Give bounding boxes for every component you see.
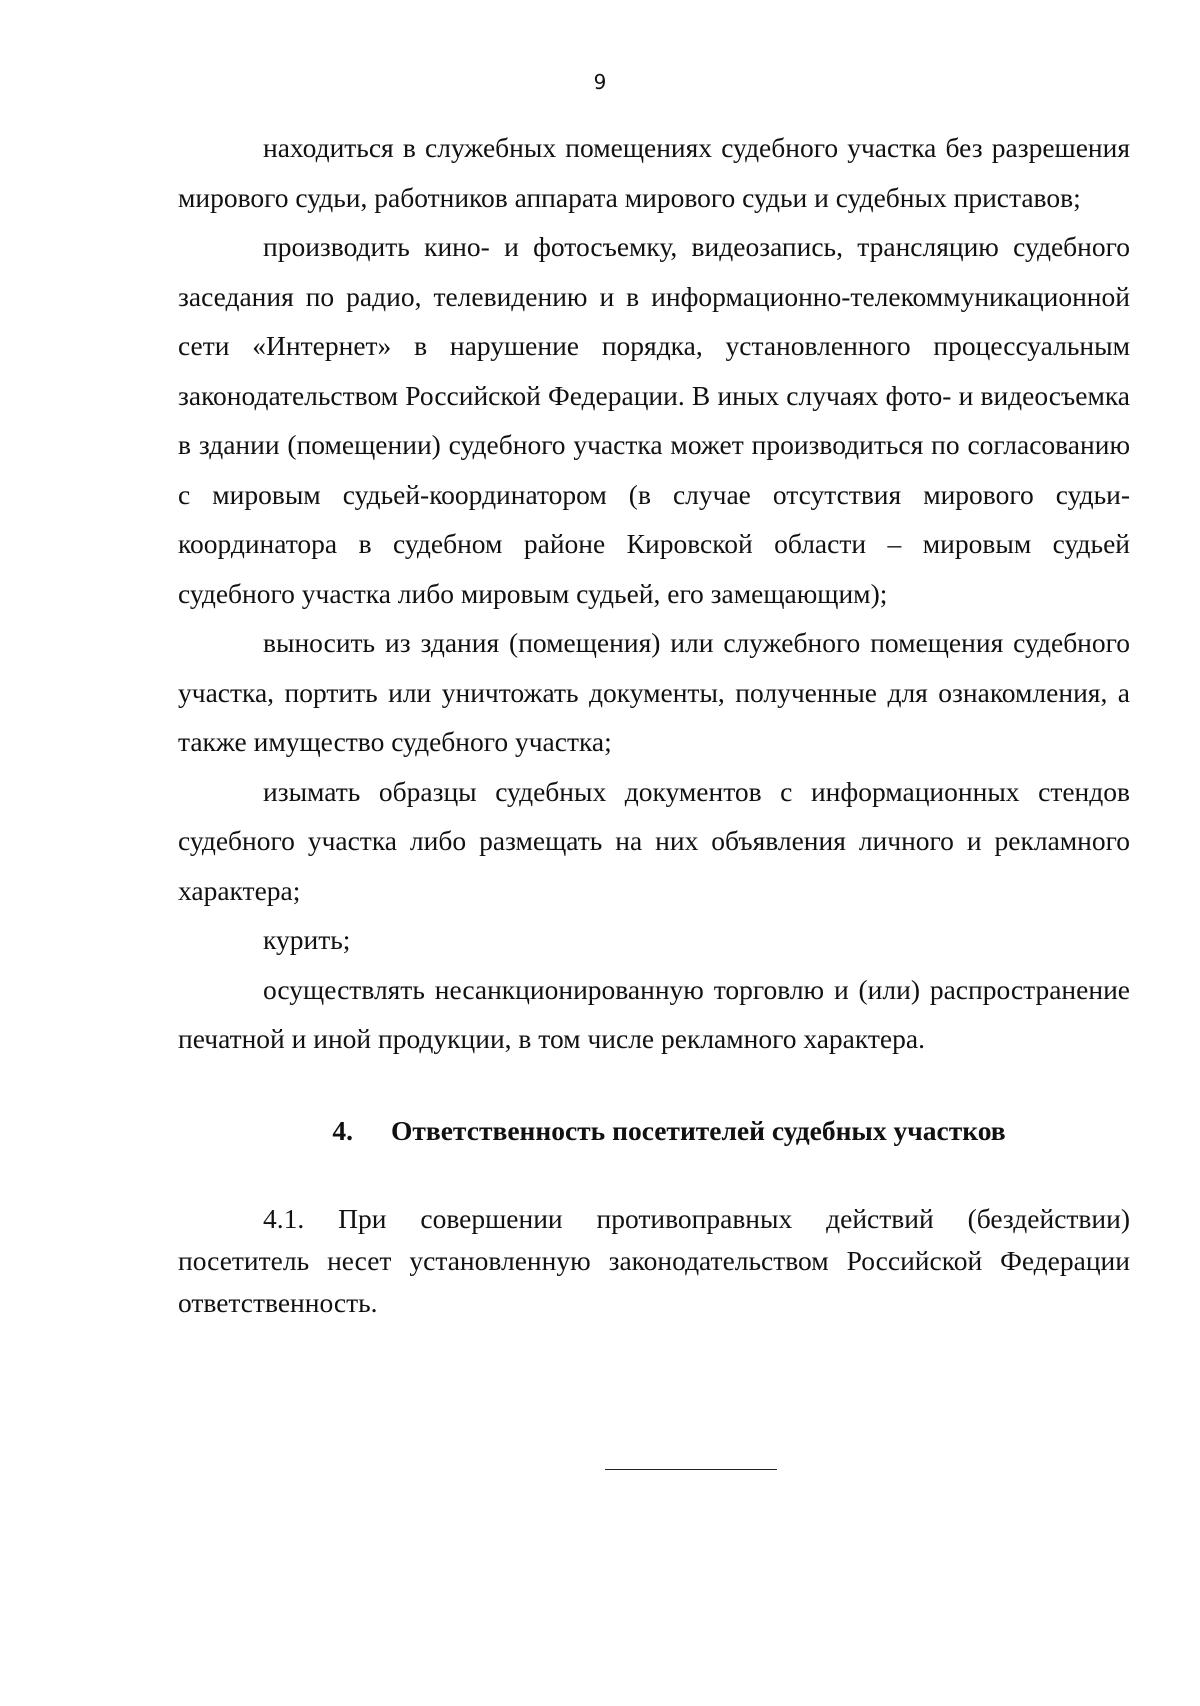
section-title: Ответственность посетителей судебных участков bbox=[390, 1114, 1006, 1146]
document-body bbox=[178, 123, 1130, 1324]
paragraph-office-premises: находиться в служебных помещениях судебного участка без разрешения мирового судьи, работников аппарата мирового судьи и судебных приставов; bbox=[178, 132, 1130, 213]
paragraph-smoking: курить; bbox=[263, 924, 351, 955]
clause-4-1 bbox=[178, 1198, 1130, 1324]
section-number: 4. bbox=[332, 1114, 353, 1146]
end-divider bbox=[605, 1469, 777, 1470]
clause-text: При совершении противоправных действий (бездействии) посетитель несет установленную законодательством Российской Федерации ответственность. bbox=[178, 1202, 1130, 1318]
paragraph-trading: осуществлять несанкционированную торговлю и (или) распространение печатной и иной продукции, в том числе рекламного характера. bbox=[178, 973, 1130, 1054]
paragraph-removing-documents: выносить из здания (помещения) или служебного помещения судебного участка, портить или уничтожать документы, полученные для ознакомления, а также имущество судебного участка; bbox=[178, 627, 1130, 757]
clause-number: 4.1. bbox=[263, 1202, 305, 1234]
paragraph-info-stands: изымать образцы судебных документов с информационных стендов судебного участка либо размещать на них объявления личного и рекламного характера; bbox=[178, 775, 1130, 906]
paragraph-filming: производить кино- и фотосъемку, видеозапись, трансляцию судебного заседания по радио, телевидению и в информационно-телекоммуникационной сети «Интернет» в нарушение порядка, установленного процессуальным законодательством Российской Федерации. В иных случаях фото- и видеосъемка в здании (помещении) судебного участка может производиться по согласованию с мировым судьей-координатором (в случае отсутствия мирового судьи-координатора в судебном районе Кировской области – мировым судьей судебного участка либо мировым судьей, его замещающим); bbox=[178, 231, 1130, 609]
page-number: 9 bbox=[593, 70, 607, 94]
section-heading bbox=[178, 1106, 1130, 1156]
